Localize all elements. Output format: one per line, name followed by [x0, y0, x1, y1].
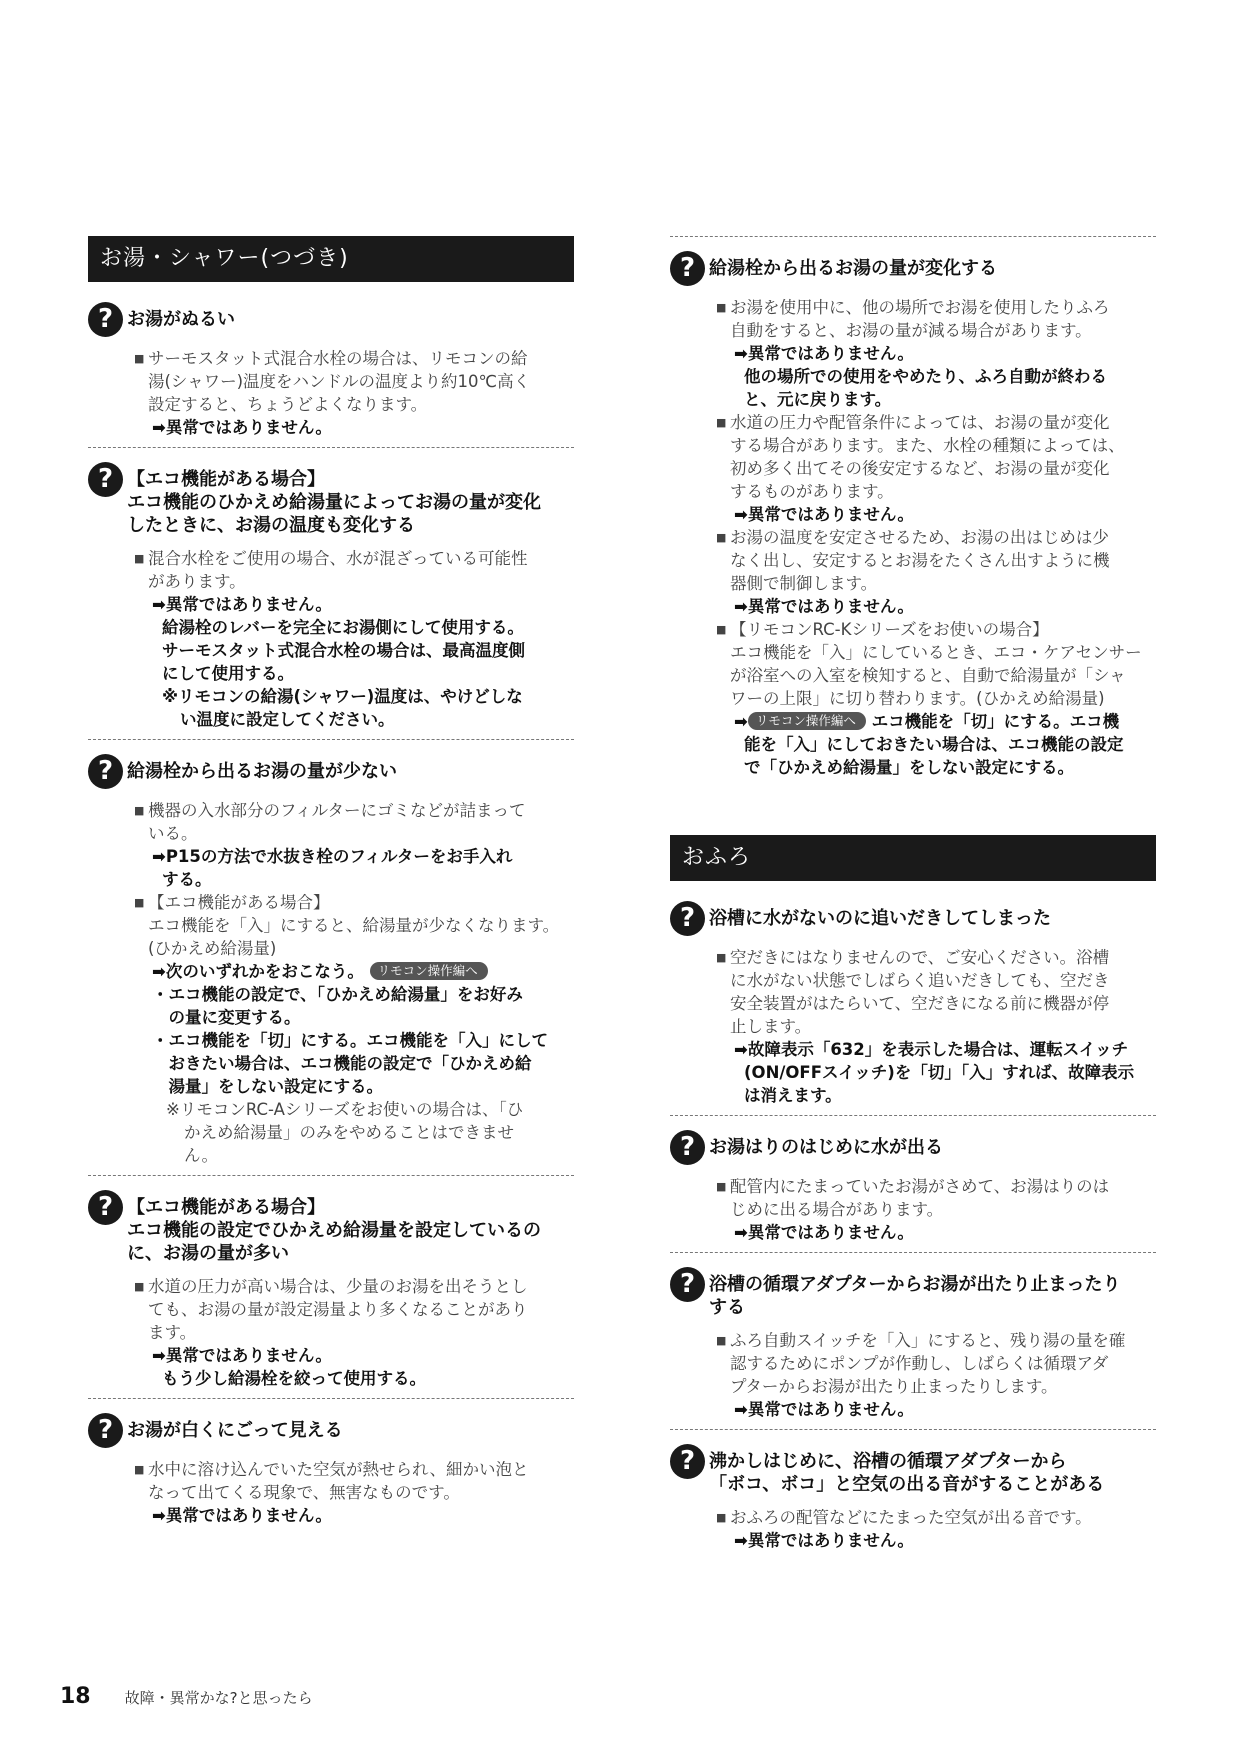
bullet-icon: ■ [716, 1180, 727, 1193]
answer: ➡次のいずれかをおこなう。 リモコン操作編へ [134, 960, 574, 983]
answer: ➡異常ではありません。 [734, 1531, 914, 1550]
faq-eco-flow-high: ? 【エコ機能がある場合】 エコ機能の設定でひかえめ給湯量を設定しているの に、お湯の量が多い ■ 水道の圧力が高い場合は、少量のお湯を出そうとし ても、お湯の量が設定湯量より多くなることがあり ます。 ➡異常ではありません。 もう少し給湯栓を絞って使用する。 [88, 1182, 574, 1390]
question-title: お湯はりのはじめに水が出る [709, 1137, 943, 1158]
question-icon: ? [670, 901, 705, 936]
list-item: ■ お湯の温度を安定させるため、お湯の出はじめは少 なく出し、安定するとお湯をたくさん出すように機 器側で制御します。 [716, 528, 1110, 593]
bullet-icon: ■ [716, 301, 727, 314]
faq-eco-temperature: ? 【エコ機能がある場合】 エコ機能のひかえめ給湯量によってお湯の量が変化 したときに、お湯の温度も変化する ■ 混合水栓をご使用の場合、水が混ざっている可能性 があります。 ➡異常ではありません。 給湯栓のレバーを完全にお湯側にして使用する。 サーモスタット式混合水栓の場合は、最高温度側 にして使用する。 ※リモコンの給湯(シャワー)温度は、やけどしな い温度に設定してください。 [88, 454, 574, 731]
list-item: ■ 水道の圧力や配管条件によっては、お湯の量が変化 する場合があります。また、水栓の種類によっては、 初め多く出てその後安定するなど、お湯の量が変化 するものがあります。 [716, 413, 1125, 501]
list-item: ■ 水中に溶け込んでいた空気が熱せられ、細かい泡と なって出てくる現象で、無害なものです。 [134, 1460, 529, 1502]
divider [670, 1252, 1156, 1253]
question-icon: ? [670, 251, 705, 286]
bullet-icon: ■ [134, 352, 145, 365]
question-icon: ? [670, 1267, 705, 1302]
question-title: 給湯栓から出るお湯の量が少ない [127, 761, 397, 782]
list-item: ■ 水道の圧力が高い場合は、少量のお湯を出そうとし ても、お湯の量が設定湯量より多くなることがあり ます。 [134, 1277, 528, 1342]
note: ※リモコンの給湯(シャワー)温度は、やけどしな [162, 687, 523, 706]
divider [670, 1429, 1156, 1430]
list-item: ■ 【リモコンRC-Kシリーズをお使いの場合】 エコ機能を「入」にしているとき、エコ・ケアセンサー が浴室への入室を検知すると、自動で給湯量が「シャ ワーの上限」に切り替わります。(ひかえめ給湯量) [716, 620, 1142, 708]
question-icon: ? [88, 302, 123, 337]
question-icon: ? [670, 1130, 705, 1165]
answer: ➡異常ではありません。 [734, 344, 914, 363]
answer: ➡異常ではありません。 [152, 1346, 332, 1365]
question-icon: ? [88, 462, 123, 497]
divider [88, 447, 574, 448]
faq-cold-water-first [670, 1122, 1156, 1244]
faq-low-flow: ? 給湯栓から出るお湯の量が少ない ■ 機器の入水部分のフィルターにゴミなどが詰まって いる。 ➡P15の方法で水抜き栓のフィルターをお手入れ する。 ■ 【エコ機能がある場合】 エコ機能を「入」にすると、給湯量が少なくなります。 (ひかえめ給湯量) ➡次のいずれかをおこなう。 リモコン操作編へ ・ エコ機能の設定で、「ひかえめ給湯量」をお好み の量に変更する。 ・ エコ機能を「切」にする。エコ機能を「入」にして おきたい場合は、エコ機能の設定で「ひかえめ給 湯量」をしない設定にする。 ※リモコンRC-Aシリーズをお使いの場合は、「ひ かえめ給湯量」のみをやめることはできませ ん。 [88, 746, 574, 1167]
answer: ➡P15の方法で水抜き栓のフィルターをお手入れ [152, 847, 513, 866]
question-title: 浴槽の循環アダプターからお湯が出たり止まったり する [709, 1274, 1121, 1318]
faq-flow-changes: ? 給湯栓から出るお湯の量が変化する ■ お湯を使用中に、他の場所でお湯を使用したりふろ 自動をすると、お湯の量が減る場合があります。 ➡異常ではありません。 他の場所での使用をやめたり、ふろ自動が終わる と、元に戻ります。 ■ 水道の圧力や配管条件によっては、お湯の量が変化 する場合があります。また、水栓の種類によっては、 初め多く出てその後安定するなど、お湯の量が変化 するものがあります。 ➡異常ではありません。 ■ お湯の温度を安定させるため、お湯の出はじめは少 なく出し、安定するとお湯をたくさん出すように機 器側で制御します。 ➡異常ではありません。 ■ 【リモコンRC-Kシリーズをお使いの場合】 エコ機能を「入」にしているとき、エコ・ケアセンサー が浴室への入室を検知すると、自動で給湯量が「シャ ワーの上限」に切り替わります。(ひかえめ給湯量) ➡ リモコン操作編へ エコ機能を「切」にする。エコ機 能を「入」にしておきたい場合は、エコ機能の設定 で「ひかえめ給湯量」をしない設定にする。 [670, 243, 1156, 779]
question-title: 【エコ機能がある場合】 エコ機能の設定でひかえめ給湯量を設定しているの に、お湯の量が多い [127, 1197, 541, 1264]
question-icon: ? [88, 1413, 123, 1448]
bullet-icon: ■ [716, 1511, 727, 1524]
bullet-icon: ■ [716, 1334, 727, 1347]
list-item: ■ ふろ自動スイッチを「入」にすると、残り湯の量を確 認するためにポンプが作動し、しばらくは循環アダ プターからお湯が出たり止まったりします。 [716, 1331, 1126, 1396]
question-title: 【エコ機能がある場合】 エコ機能のひかえめ給湯量によってお湯の量が変化 したときに、お湯の温度も変化する [127, 469, 541, 536]
answer: ➡異常ではありません。 [734, 597, 914, 616]
faq-reheat-empty: ? 浴槽に水がないのに追いだきしてしまった ■ 空だきにはなりませんので、ご安心ください。浴槽 に水がない状態でしばらく追いだきしても、空だき 安全装置がはたらいて、空だきになる前に機器が停 止します。 ➡故障表示「632」を表示した場合は、運転スイッチ (ON/OFFスイッチ)を「切」「入」すれば、故障表示 は消えます。 [670, 893, 1156, 1107]
faq-bubbling-sound [670, 1436, 1156, 1552]
faq-adapter-intermittent [670, 1259, 1156, 1421]
footer-chapter-title: 故障・異常かな?と思ったら [124, 1689, 313, 1707]
list-item: ■ おふろの配管などにたまった空気が出る音です。 [716, 1508, 1092, 1527]
question-icon: ? [88, 754, 123, 789]
list-item: ■ 配管内にたまっていたお湯がさめて、お湯はりのは じめに出る場合があります。 [716, 1177, 1110, 1219]
answer: ➡異常ではありません。 [734, 1400, 914, 1419]
answer: ➡ リモコン操作編へ エコ機能を「切」にする。エコ機 [734, 712, 1120, 731]
bullet-icon: ■ [134, 896, 145, 909]
faq-lukewarm [88, 294, 574, 439]
remote-manual-link[interactable]: リモコン操作編へ [370, 962, 488, 980]
left-column [88, 236, 574, 1527]
list-item: ■ 空だきにはなりませんので、ご安心ください。浴槽 に水がない状態でしばらく追いだきしても、空だき 安全装置がはたらいて、空だきになる前に機器が停 止します。 [716, 948, 1110, 1036]
sub-item: ・ エコ機能の設定で、「ひかえめ給湯量」をお好み の量に変更する。 [152, 985, 523, 1027]
answer: ➡異常ではありません。 [734, 1223, 914, 1242]
bullet-icon: ■ [716, 416, 727, 429]
bullet-icon: ■ [134, 804, 145, 817]
answer: ➡異常ではありません。 [152, 1506, 332, 1525]
divider [88, 1398, 574, 1399]
faq-cloudy-water [88, 1405, 574, 1527]
question-title: お湯が白くにごって見える [127, 1420, 343, 1441]
answer: ➡異常ではありません。 [152, 595, 332, 614]
question-icon: ? [670, 1444, 705, 1479]
bullet-icon: ■ [716, 623, 727, 636]
list-item: ■ 【エコ機能がある場合】 エコ機能を「入」にすると、給湯量が少なくなります。 (ひかえめ給湯量) [134, 893, 560, 958]
bullet-icon: ■ [134, 552, 145, 565]
divider [88, 1175, 574, 1176]
note: ※リモコンRC-Aシリーズをお使いの場合は、「ひ かえめ給湯量」のみをやめることはできませ ん。 [166, 1100, 524, 1165]
question-title: 浴槽に水がないのに追いだきしてしまった [709, 908, 1051, 929]
answer: ➡故障表示「632」を表示した場合は、運転スイッチ [734, 1040, 1129, 1059]
bullet-icon: ■ [134, 1280, 145, 1293]
list-item: ■ 機器の入水部分のフィルターにゴミなどが詰まって いる。 [134, 801, 526, 843]
list-item: ■ お湯を使用中に、他の場所でお湯を使用したりふろ 自動をすると、お湯の量が減る場合があります。 [716, 298, 1110, 340]
answer: ➡異常ではありません。 [734, 505, 914, 524]
remote-manual-link[interactable]: リモコン操作編へ [748, 712, 866, 730]
divider [88, 739, 574, 740]
page-footer [60, 1684, 313, 1709]
question-icon: ? [88, 1190, 123, 1225]
list-item: ■ サーモスタット式混合水栓の場合は、リモコンの給 湯(シャワー)温度をハンドルの温度より約10℃高く 設定すると、ちょうどよくなります。 [134, 349, 531, 414]
right-column [670, 236, 1156, 1552]
section-header-hot-water: お湯・シャワー(つづき) [88, 236, 574, 282]
question-title: 給湯栓から出るお湯の量が変化する [709, 258, 997, 279]
bullet-icon: ■ [716, 951, 727, 964]
list-item: ■ 混合水栓をご使用の場合、水が混ざっている可能性 があります。 [134, 549, 528, 591]
divider [670, 1115, 1156, 1116]
sub-item: ・ エコ機能を「切」にする。エコ機能を「入」にして おきたい場合は、エコ機能の設定で「ひかえめ給 湯量」をしない設定にする。 [152, 1031, 548, 1096]
page-number: 18 [60, 1684, 91, 1709]
divider [670, 236, 1156, 237]
bullet-icon: ■ [134, 1463, 145, 1476]
section-header-bath: おふろ [670, 835, 1156, 881]
bullet-icon: ■ [716, 531, 727, 544]
answer: ➡異常ではありません。 [152, 418, 332, 437]
question-title: お湯がぬるい [127, 309, 235, 330]
question-title: 沸かしはじめに、浴槽の循環アダプターから 「ボコ、ボコ」と空気の出る音がすることがある [709, 1451, 1105, 1495]
